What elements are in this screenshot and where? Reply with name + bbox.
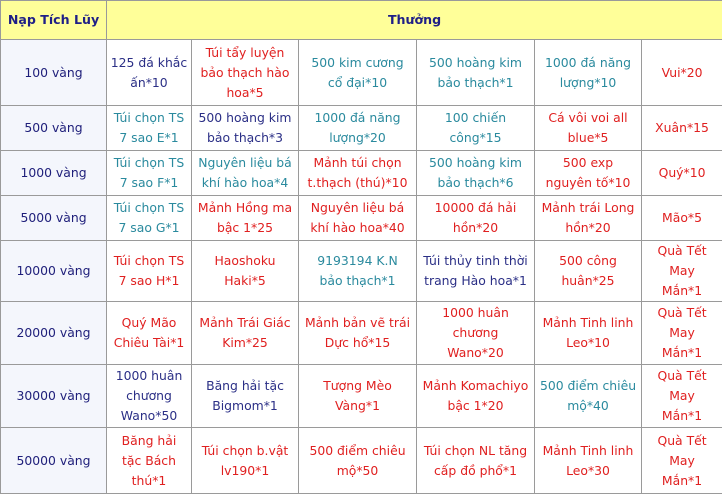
reward-line: thú*1 [110,471,188,491]
reward-cell [107,40,192,106]
reward-cell [192,106,299,151]
reward-cell [642,196,722,241]
reward-line: tặc Bách [110,451,188,471]
reward-line: 7 sao E*1 [110,128,188,148]
reward-line: bảo thạch*1 [302,271,413,291]
reward-line: Wano*50 [110,406,188,426]
reward-line: Mão*5 [645,208,719,228]
topup-level: 500 vàng [1,106,107,151]
reward-cell [192,196,299,241]
reward-line: 7 sao H*1 [110,271,188,291]
reward-line: Kim*25 [195,333,295,353]
reward-cell [192,428,299,494]
reward-line: Quà Tết May [645,303,719,343]
reward-line: 500 hoàng kim [420,53,531,73]
reward-line: Leo*10 [538,333,638,353]
reward-cell [535,40,642,106]
reward-line: bảo thạch*3 [195,128,295,148]
reward-cell [107,196,192,241]
reward-line: bảo thạch*1 [420,73,531,93]
reward-line: bảo thạch*6 [420,173,531,193]
reward-line: Túi chọn TS [110,251,188,271]
reward-line: chương [110,386,188,406]
reward-line: Nguyên liệu bá [195,153,295,173]
reward-cell [417,106,535,151]
reward-cell [535,365,642,428]
reward-line: mộ*40 [538,396,638,416]
reward-line: Túi chọn TS [110,153,188,173]
reward-line: Mảnh Tinh linh [538,313,638,333]
reward-line: Wano*20 [420,343,531,363]
reward-line: Quà Tết May [645,431,719,471]
header-reward: Thưởng [107,1,722,40]
reward-line: 1000 đá năng [302,108,413,128]
reward-line: cấp đồ phổ*1 [420,461,531,481]
reward-line: Haoshoku [195,251,295,271]
reward-line: Mắn*1 [645,406,719,426]
topup-level: 10000 vàng [1,241,107,302]
reward-line: ấn*10 [110,73,188,93]
header-row [1,1,722,40]
reward-cell [535,241,642,302]
reward-line: Mảnh Tinh linh [538,441,638,461]
reward-line: t.thạch (thú)*10 [302,173,413,193]
reward-cell [299,40,417,106]
reward-line: Băng hải tặc [195,376,295,396]
reward-cell [299,106,417,151]
reward-line: Cá vôi voi all [538,108,638,128]
reward-cell [417,365,535,428]
reward-cell [642,428,722,494]
reward-line: công*15 [420,128,531,148]
reward-line: Quý*10 [645,163,719,183]
reward-cell [535,428,642,494]
reward-cell [107,302,192,365]
reward-line: Mảnh Trái Giác [195,313,295,333]
reward-line: khí hào hoa*40 [302,218,413,238]
reward-line: 500 kim cương [302,53,413,73]
reward-line: Băng hải [110,431,188,451]
reward-line: Mảnh Komachiyo [420,376,531,396]
reward-cell [192,365,299,428]
reward-line: chương [420,323,531,343]
reward-cell [299,151,417,196]
reward-line: Xuân*15 [645,118,719,138]
reward-cell [417,196,535,241]
reward-line: Túi chọn NL tăng [420,441,531,461]
reward-cell [107,365,192,428]
reward-line: Vàng*1 [302,396,413,416]
reward-line: nguyên tố*10 [538,173,638,193]
reward-line: 7 sao G*1 [110,218,188,238]
reward-line: mộ*50 [302,461,413,481]
reward-cell [535,302,642,365]
topup-level: 50000 vàng [1,428,107,494]
reward-line: Túi thủy tinh thời [420,251,531,271]
topup-level: 20000 vàng [1,302,107,365]
reward-line: lv190*1 [195,461,295,481]
reward-cell [642,241,722,302]
reward-cell [107,241,192,302]
reward-line: blue*5 [538,128,638,148]
reward-cell [417,241,535,302]
header-level: Nạp Tích Lũy [1,1,107,40]
topup-level: 30000 vàng [1,365,107,428]
reward-cell [417,428,535,494]
reward-line: Chiêu Tài*1 [110,333,188,353]
reward-cell [107,106,192,151]
reward-line: cổ đại*10 [302,73,413,93]
reward-cell [642,40,722,106]
reward-line: 100 chiến [420,108,531,128]
reward-line: 500 hoàng kim [195,108,295,128]
reward-cell [417,151,535,196]
table-row [1,151,722,196]
reward-cell [192,40,299,106]
reward-line: Mảnh bản vẽ trái [302,313,413,333]
reward-line: Mắn*1 [645,471,719,491]
reward-cell [642,151,722,196]
reward-line: 500 exp [538,153,638,173]
topup-level: 5000 vàng [1,196,107,241]
reward-cell [535,151,642,196]
reward-line: hồn*20 [420,218,531,238]
reward-cell [417,302,535,365]
reward-line: Bigmom*1 [195,396,295,416]
reward-line: Nguyên liệu bá [302,198,413,218]
reward-cell [299,302,417,365]
reward-line: 10000 đá hải [420,198,531,218]
reward-cell [299,196,417,241]
reward-line: lượng*20 [302,128,413,148]
table-row [1,106,722,151]
reward-line: Mảnh trái Long [538,198,638,218]
reward-line: Túi chọn TS [110,198,188,218]
reward-line: 7 sao F*1 [110,173,188,193]
reward-line: 9193194 K.N [302,251,413,271]
table-row [1,302,722,365]
reward-line: Quý Mão [110,313,188,333]
reward-cell [192,302,299,365]
table-row [1,40,722,106]
reward-cell [107,428,192,494]
reward-line: 500 điểm chiêu [302,441,413,461]
reward-line: Tượng Mèo [302,376,413,396]
reward-line: Vui*20 [645,63,719,83]
reward-line: bậc 1*20 [420,396,531,416]
reward-line: 1000 đá năng [538,53,638,73]
reward-line: Túi chọn TS [110,108,188,128]
reward-cell [535,106,642,151]
table-row [1,196,722,241]
reward-line: hoa*5 [195,83,295,103]
reward-line: bảo thạch hào [195,63,295,83]
reward-line: khí hào hoa*4 [195,173,295,193]
reward-line: Quà Tết May [645,366,719,406]
reward-cell [642,302,722,365]
reward-cell [107,151,192,196]
table-row [1,241,722,302]
reward-cell [299,241,417,302]
reward-line: Haki*5 [195,271,295,291]
reward-line: Quà Tết May [645,241,719,281]
reward-cell [535,196,642,241]
reward-cell [299,365,417,428]
reward-line: Mắn*1 [645,343,719,363]
reward-line: 500 điểm chiêu [538,376,638,396]
reward-cell [642,106,722,151]
reward-line: lượng*10 [538,73,638,93]
table-row [1,365,722,428]
table-row [1,428,722,494]
reward-line: Leo*30 [538,461,638,481]
reward-cell [417,40,535,106]
reward-cell [642,365,722,428]
reward-line: 125 đá khắc [110,53,188,73]
reward-line: hồn*20 [538,218,638,238]
topup-level: 100 vàng [1,40,107,106]
reward-line: Túi chọn b.vật [195,441,295,461]
reward-cell [192,241,299,302]
topup-level: 1000 vàng [1,151,107,196]
reward-line: huân*25 [538,271,638,291]
reward-line: 1000 huân [420,303,531,323]
reward-line: 1000 huân [110,366,188,386]
reward-line: Mảnh túi chọn [302,153,413,173]
reward-line: Mảnh Hồng ma [195,198,295,218]
reward-line: Dực hổ*15 [302,333,413,353]
reward-cell [192,151,299,196]
reward-line: bậc 1*25 [195,218,295,238]
reward-line: 500 công [538,251,638,271]
reward-line: Túi tẩy luyện [195,43,295,63]
reward-line: Mắn*1 [645,281,719,301]
reward-line: trang Hào hoa*1 [420,271,531,291]
reward-line: 500 hoàng kim [420,153,531,173]
reward-cell [299,428,417,494]
